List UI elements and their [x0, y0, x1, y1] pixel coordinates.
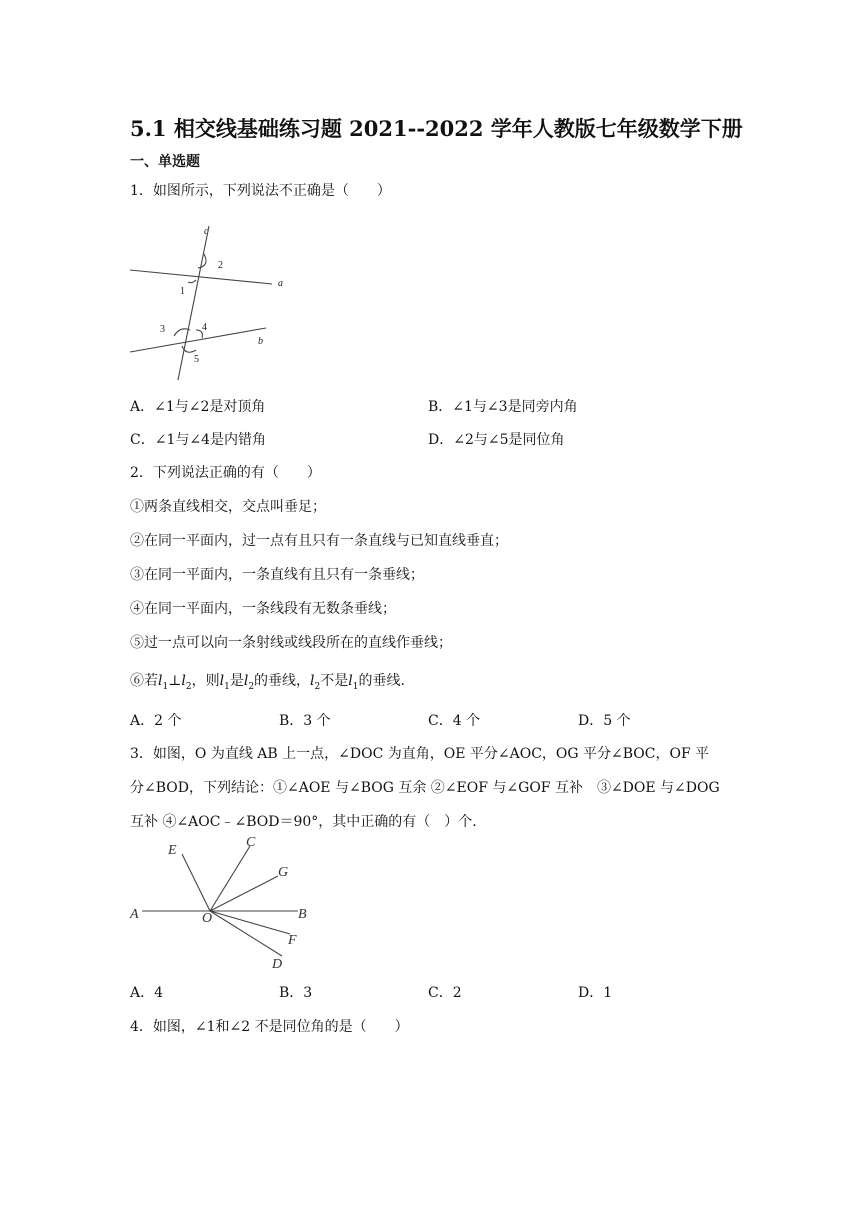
- q1-label-2: 2: [218, 260, 223, 271]
- q3-option-c[interactable]: C．2: [428, 985, 462, 1001]
- q1-stem: 1．如图所示，下列说法不正确是（ ）: [130, 183, 391, 199]
- q3-figure: [126, 832, 326, 974]
- q1-label-5: 5: [194, 354, 199, 365]
- q3-label-o: O: [202, 911, 213, 926]
- q1-option-d[interactable]: D．∠2与∠5是同位角: [428, 432, 565, 448]
- q2-statement-2: ②在同一平面内，过一点有且只有一条直线与已知直线垂直；: [130, 533, 508, 549]
- q3-label-g: G: [278, 865, 289, 880]
- q3-label-f: F: [288, 933, 297, 948]
- q1-label-1: 1: [180, 286, 185, 297]
- q3-stem-line-2: 分∠BOD，下列结论：①∠AOE 与∠BOG 互余 ②∠EOF 与∠GOF 互补 ③∠DOE 与∠DOG: [130, 780, 720, 796]
- q2-option-a[interactable]: A．2 个: [130, 713, 182, 729]
- q1-label-a: a: [278, 278, 283, 289]
- q3-option-b[interactable]: B．3: [279, 985, 313, 1001]
- document-title: 5.1 相交线基础练习题 2021--2022 学年人教版七年级数学下册: [130, 116, 743, 141]
- q1-label-3: 3: [160, 324, 165, 335]
- section-heading: 一、单选题: [130, 154, 200, 170]
- q2-option-d[interactable]: D．5 个: [578, 713, 631, 729]
- q2-statement-1: ①两条直线相交，交点叫垂足；: [130, 499, 326, 515]
- q2-statement-6: ⑥若$l_1\perp l_2$，则$l_1$是$l_2$的垂线，$l_2$不是$l_1$的垂线.: [130, 673, 405, 692]
- q2-stem: 2．下列说法正确的有（ ）: [130, 465, 321, 481]
- q1-figure: [126, 222, 296, 384]
- q3-stem-line-1: 3．如图，O 为直线 AB 上一点，∠DOC 为直角，OE 平分∠AOC，OG 平分∠BOC，OF 平: [130, 746, 710, 762]
- q3-label-c: C: [246, 835, 256, 850]
- q2-statement-3: ③在同一平面内，一条直线有且只有一条垂线；: [130, 567, 424, 583]
- q1-option-c[interactable]: C．∠1与∠4是内错角: [130, 432, 266, 448]
- q1-option-b[interactable]: B．∠1与∠3是同旁内角: [428, 399, 578, 415]
- q2-option-b[interactable]: B．3 个: [279, 713, 331, 729]
- q3-label-b: B: [298, 907, 307, 922]
- q1-label-c: c: [204, 226, 209, 237]
- q2-statement-4: ④在同一平面内，一条线段有无数条垂线；: [130, 601, 396, 617]
- q4-stem: 4．如图，∠1和∠2 不是同位角的是（ ）: [130, 1019, 409, 1035]
- q3-label-e: E: [168, 843, 177, 858]
- q3-option-a[interactable]: A．4: [130, 985, 164, 1001]
- q3-label-a: A: [130, 907, 139, 922]
- q2-statement-5: ⑤过一点可以向一条射线或线段所在的直线作垂线；: [130, 635, 452, 651]
- q3-label-d: D: [272, 957, 283, 972]
- q1-label-b: b: [258, 336, 263, 347]
- q1-option-a[interactable]: A．∠1与∠2是对顶角: [130, 399, 266, 415]
- q2-option-c[interactable]: C．4 个: [428, 713, 481, 729]
- q1-label-4: 4: [202, 322, 207, 333]
- q3-stem-line-3: 互补 ④∠AOC﹣∠BOD＝90°，其中正确的有（ ）个.: [130, 814, 477, 830]
- q3-option-d[interactable]: D．1: [578, 985, 613, 1001]
